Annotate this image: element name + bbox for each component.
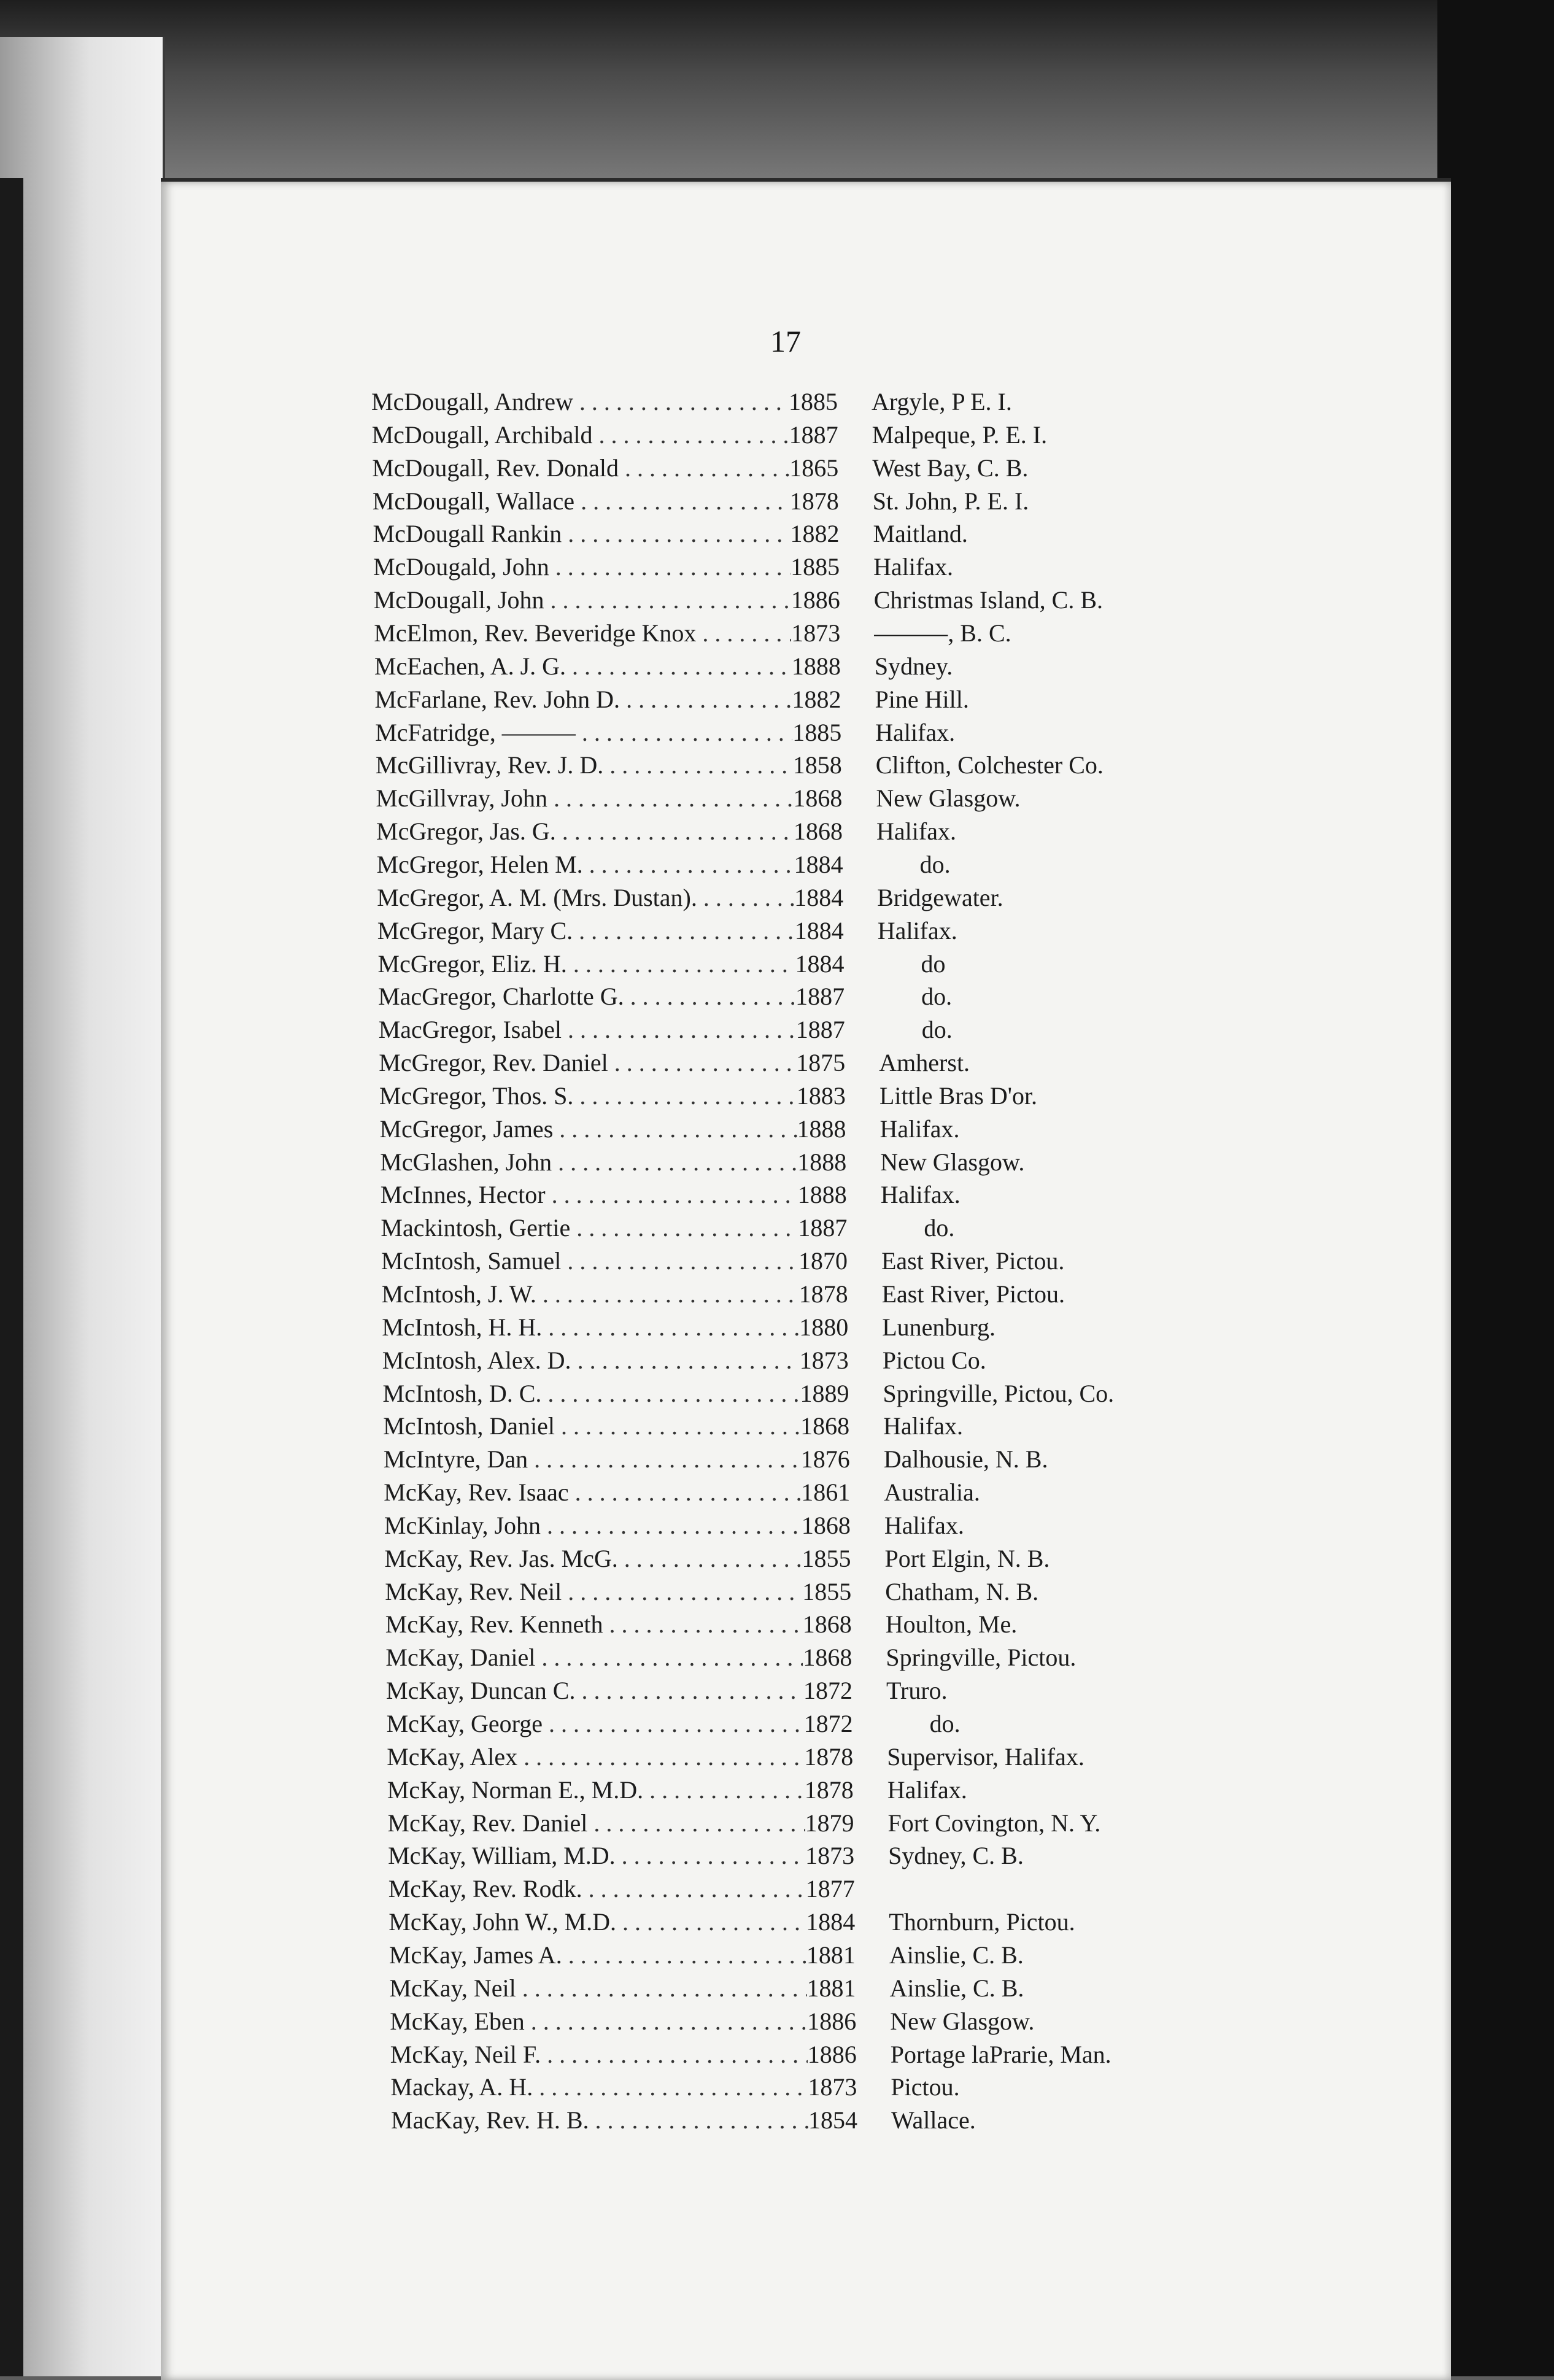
entry-name: McIntosh, Daniel . . . [383, 1410, 800, 1443]
entry-name: McGregor, Jas. G. . . . [376, 815, 794, 848]
entry-year: 1884 [806, 1908, 856, 1936]
entry-name: McGregor, Rev. Daniel . . . [379, 1046, 796, 1080]
entry-name: McGregor, Eliz. H. . . . [378, 948, 795, 981]
entry-year: 1885 [792, 718, 842, 746]
entry-name: McDougall, Archibald . . . [372, 419, 789, 452]
entry-year: 1875 [796, 1049, 846, 1076]
entry-name: McGillvray, John . . . [376, 782, 793, 815]
entry-place: Halifax. [877, 916, 957, 945]
entry-name: McKay, Daniel . . . [385, 1641, 803, 1674]
entry-year: 1884 [794, 883, 844, 911]
entry-year: 1877 [805, 1875, 855, 1903]
entry-place: Wallace. [891, 2106, 976, 2135]
entry-place: Halifax. [880, 1181, 961, 1209]
entry-year: 1885 [791, 553, 840, 581]
entry-year: 1870 [798, 1247, 848, 1275]
entry-place: Pine Hill. [875, 685, 969, 713]
entry-name: McDougall, Rev. Donald . . . [372, 452, 789, 485]
entry-year: 1865 [789, 454, 839, 482]
entry-name: McKay, Rev. Kenneth . . . [385, 1608, 803, 1641]
entry-name: McGlashen, John . . . [380, 1146, 797, 1179]
entry-year: 1882 [792, 685, 841, 713]
entry-year: 1881 [806, 1974, 856, 2002]
entry-place: Halifax. [879, 1115, 960, 1143]
entry-name: Mackintosh, Gertie . . . [381, 1211, 798, 1245]
entry-place: New Glasgow. [890, 2007, 1035, 2035]
entry-year: 1886 [807, 2040, 857, 2068]
entry-year: 1855 [802, 1577, 852, 1605]
entry-name: McKay, George . . . [387, 1707, 804, 1741]
entry-name: McGregor, Mary C. . . . [377, 914, 795, 948]
page-number: 17 [770, 324, 801, 358]
entry-year: 1884 [794, 850, 843, 878]
entry-name: McKay, Norman E., M.D. . . . [387, 1774, 805, 1807]
entry-name: McFatridge, ——— . . . [375, 716, 792, 749]
entry-name: McKay, Rev. Neil . . . [385, 1575, 802, 1609]
entry-year: 1855 [802, 1544, 851, 1572]
entry-year: 1888 [797, 1181, 847, 1209]
entry-name: McDougall, Wallace . . . [373, 485, 790, 518]
entry-name: MacKay, Rev. H. B. . . . [391, 2104, 808, 2137]
entry-name: McIntosh, H. H. . . . [382, 1311, 799, 1344]
entry-name: McDougall, John . . . [374, 584, 791, 617]
entry-name: McDougall Rankin . . . [373, 517, 791, 551]
entry-name: McGregor, Thos. S. . . . [379, 1080, 797, 1113]
entry-name: McKay, William, M.D. . . . [388, 1839, 805, 1872]
entry-year: 1884 [794, 916, 844, 945]
entry-year: 1854 [808, 2106, 857, 2135]
entry-place: Argyle, P E. I. [872, 388, 1012, 415]
entry-name: McDougall, Andrew . . . [371, 385, 789, 419]
entry-year: 1887 [798, 1214, 848, 1242]
entry-name: McKay, Rev. Rodk. . . . [388, 1872, 806, 1906]
entry-year: 1888 [797, 1115, 846, 1143]
entry-year: 1861 [801, 1478, 851, 1507]
entry-name: McFarlane, Rev. John D. . . . [375, 683, 792, 716]
entry-year: 1880 [799, 1313, 849, 1341]
entry-year: 1873 [808, 2073, 857, 2101]
entry-year: 1888 [797, 1148, 847, 1176]
entry-year: 1876 [800, 1445, 850, 1474]
entry-place: Halifax. [873, 553, 954, 581]
entry-place: Maitland. [873, 520, 968, 548]
entry-name: McIntosh, Alex. D. . . . [382, 1344, 800, 1377]
entry-place: Halifax. [884, 1511, 964, 1539]
entry-place: Halifax. [883, 1412, 964, 1440]
entry-year: 1879 [805, 1809, 854, 1837]
entry-place: Houlton, Me. [885, 1610, 1018, 1639]
entry-place: Truro. [886, 1677, 948, 1705]
entry-name: McElmon, Rev. Beveridge Knox . . . [374, 617, 791, 650]
entry-place: Halifax. [876, 817, 956, 846]
entry-year: 1858 [792, 751, 842, 779]
entry-name: McIntosh, Samuel . . . [381, 1245, 798, 1278]
entry-year: 1868 [794, 817, 843, 846]
entry-name: McKay, Duncan C. . . . [386, 1674, 803, 1707]
entry-place: Ainslie, C. B. [889, 1941, 1024, 1969]
entry-place: Christmas Island, C. B. [873, 586, 1104, 614]
entry-place: Pictou. [891, 2073, 960, 2101]
entry-place: Amherst. [879, 1049, 970, 1076]
entry-name: McKay, Eben . . . [390, 2005, 807, 2038]
entry-place: Little Bras D'or. [879, 1081, 1038, 1110]
entry-place: Pictou Co. [882, 1346, 986, 1374]
entry-year: 1868 [803, 1644, 852, 1672]
entry-place: Supervisor, Halifax. [887, 1742, 1084, 1771]
entry-year: 1889 [800, 1379, 849, 1407]
entry-name: McKay, Alex . . . [387, 1741, 804, 1774]
entry-year: 1873 [799, 1346, 849, 1374]
entry-name: McKinlay, John . . . [384, 1509, 802, 1542]
entry-place: Malpeque, P. E. I. [872, 420, 1048, 449]
entry-place: ———, B. C. [874, 619, 1011, 647]
entry-place: Halifax. [887, 1775, 967, 1804]
entry-place: St. John, P. E. I. [872, 487, 1029, 515]
entry-name: McKay, James A. . . . [389, 1939, 806, 1972]
entry-year: 1868 [793, 784, 843, 813]
entry-place: Ainslie, C. B. [889, 1974, 1024, 2002]
entry-place: do. [929, 1710, 961, 1737]
entry-place: Fort Covington, N. Y. [887, 1809, 1101, 1837]
entry-name: Mackay, A. H. . . . [390, 2071, 808, 2104]
entry-name: MacGregor, Isabel . . . [379, 1013, 796, 1046]
entry-place: do [921, 949, 946, 978]
entry-name: McKay, Neil . . . [390, 1972, 807, 2005]
entry-name: McKay, John W., M.D. . . . [388, 1906, 806, 1939]
entry-place: Port Elgin, N. B. [884, 1544, 1050, 1572]
entry-place: Bridgewater. [877, 883, 1003, 911]
entry-place: Lunenburg. [882, 1313, 995, 1341]
entry-year: 1884 [795, 949, 845, 978]
entry-name: McKay, Rev. Isaac . . . [384, 1476, 801, 1509]
entry-year: 1887 [795, 983, 845, 1011]
entry-place: Chatham, N. B. [885, 1577, 1039, 1605]
entry-place: Clifton, Colchester Co. [875, 751, 1104, 779]
entry-year: 1887 [795, 1016, 845, 1044]
entry-name: McIntyre, Dan . . . [384, 1443, 801, 1476]
entry-year: 1868 [800, 1412, 850, 1440]
entry-place: Dalhousie, N. B. [883, 1445, 1048, 1474]
entry-place: New Glasgow. [880, 1148, 1025, 1176]
entry-name: McDougald, John . . . [373, 551, 791, 584]
entry-place: East River, Pictou. [881, 1280, 1065, 1308]
entry-name: McIntosh, J. W. . . . [382, 1278, 799, 1311]
entry-place: New Glasgow. [876, 784, 1021, 813]
entry-year: 1888 [791, 652, 841, 680]
entry-name: McEachen, A. J. G. . . . [374, 650, 792, 683]
entry-year: 1873 [791, 619, 841, 647]
entry-name: McGregor, James . . . [380, 1113, 797, 1146]
entry-place: East River, Pictou. [881, 1247, 1065, 1275]
entry-year: 1878 [804, 1742, 854, 1771]
entry-place: Sydney, C. B. [888, 1842, 1024, 1870]
entry-place: do. [921, 1016, 953, 1044]
entry-year: 1872 [803, 1677, 852, 1705]
entry-name: McKay, Rev. Jas. McG. . . . [385, 1542, 802, 1575]
entry-place: West Bay, C. B. [872, 454, 1029, 482]
entry-place: Halifax. [875, 718, 956, 746]
entry-place: Australia. [884, 1478, 980, 1507]
entry-year: 1881 [806, 1941, 856, 1969]
entry-name: McGregor, Helen M. . . . [377, 848, 794, 881]
entry-name: McKay, Rev. Daniel . . . [388, 1807, 805, 1840]
entry-year: 1868 [802, 1610, 852, 1639]
entry-year: 1887 [789, 420, 838, 449]
entry-year: 1883 [796, 1081, 846, 1110]
entry-name: McInnes, Hector . . . [381, 1178, 798, 1211]
entry-year: 1885 [789, 388, 838, 415]
entry-place: do. [919, 850, 951, 878]
entry-name: MacGregor, Charlotte G. . . . [378, 980, 795, 1013]
entry-year: 1873 [805, 1842, 855, 1870]
entry-place: Thornburn, Pictou. [889, 1908, 1075, 1936]
entry-year: 1886 [807, 2007, 857, 2035]
entry-name: McGregor, A. M. (Mrs. Dustan). . . . [377, 881, 794, 914]
entry-place: Springville, Pictou, Co. [883, 1379, 1115, 1407]
entry-place: Portage laPrarie, Man. [890, 2040, 1111, 2068]
entry-name: McIntosh, D. C. . . . [383, 1377, 800, 1410]
entry-place: do. [924, 1214, 955, 1242]
entry-year: 1878 [789, 487, 839, 515]
entry-place: Springville, Pictou. [886, 1644, 1077, 1672]
entry-name: McGillivray, Rev. J. D. . . . [376, 749, 793, 782]
entry-year: 1882 [790, 520, 840, 548]
entry-place: do. [921, 983, 953, 1011]
entry-year: 1878 [804, 1775, 854, 1804]
entry-year: 1868 [801, 1511, 851, 1539]
entry-place: Sydney. [874, 652, 953, 680]
entry-year: 1886 [791, 586, 840, 614]
entry-year: 1872 [803, 1710, 853, 1737]
entry-year: 1878 [798, 1280, 848, 1308]
entry-name: McKay, Neil F. . . . [390, 2038, 808, 2071]
